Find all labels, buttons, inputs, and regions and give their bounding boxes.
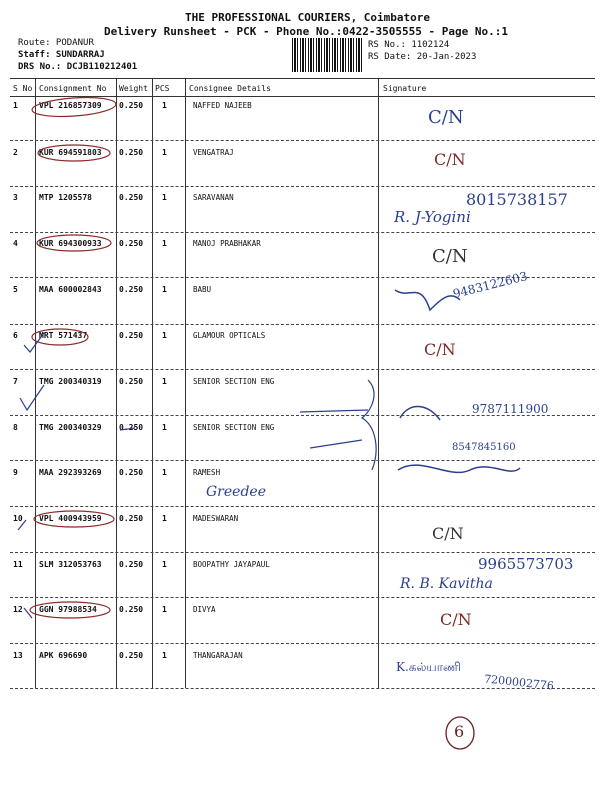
route-label: Route: PODANUR [18, 38, 94, 48]
row-pcs: 1 [162, 101, 167, 110]
row-weight: 0.250 [119, 651, 144, 660]
row-pcs: 1 [162, 331, 167, 340]
row-pcs: 1 [162, 468, 167, 477]
check-mark [24, 608, 32, 618]
handwriting-cn: C/N [432, 246, 468, 267]
row-consignment: SLM 312053763 [39, 560, 102, 569]
row-sno: 4 [13, 239, 18, 248]
row-sno: 5 [13, 285, 18, 294]
row-sno: 9 [13, 468, 18, 477]
row-consignment: KUR 694591803 [39, 148, 102, 157]
row-consignment: MRT 571437 [39, 331, 88, 340]
row-sno: 3 [13, 193, 18, 202]
runsheet-subtitle: Delivery Runsheet - PCK - Phone No.:0422-3505555 - Page No.:1 [104, 25, 508, 38]
row-weight: 0.250 [119, 377, 144, 386]
circle-mark [34, 511, 114, 527]
row-sno: 2 [13, 148, 18, 157]
row-pcs: 1 [162, 193, 167, 202]
row-consignment: MTP 1205578 [39, 193, 92, 202]
row-consignee: MANOJ PRABHAKAR [193, 239, 261, 248]
row-consignee: BABU [193, 285, 212, 294]
row-sno: 11 [13, 560, 23, 569]
row-weight: 0.250 [119, 514, 144, 523]
handwriting-phone: 9787111900 [472, 402, 549, 416]
staff-label: Staff: SUNDARRAJ [18, 50, 105, 60]
line-mark [300, 410, 368, 412]
row-consignment: MAA 600002843 [39, 285, 102, 294]
rs-number: RS No.: 1102124 [368, 40, 450, 50]
row-weight: 0.250 [119, 560, 144, 569]
row-weight: 0.250 [119, 148, 144, 157]
row-consignment: MAA 292393269 [39, 468, 102, 477]
company-title: THE PROFESSIONAL COURIERS, Coimbatore [185, 11, 431, 24]
row-consignee: BOOPATHY JAYAPAUL [193, 560, 270, 569]
row-consignee: SENIOR SECTION ENG [193, 423, 275, 432]
handwriting-word: Greedee [206, 484, 266, 500]
row-consignment: APK 696690 [39, 651, 88, 660]
row-sno: 1 [13, 101, 18, 110]
circle-mark [31, 95, 116, 119]
circle-mark [30, 602, 110, 618]
row-pcs: 1 [162, 423, 167, 432]
sign-stroke [395, 290, 460, 310]
row-pcs: 1 [162, 514, 167, 523]
row-weight: 0.250 [119, 285, 144, 294]
circle-mark [37, 235, 111, 251]
row-pcs: 1 [162, 651, 167, 660]
row-pcs: 1 [162, 605, 167, 614]
row-consignee: THANGARAJAN [193, 651, 243, 660]
handwriting-cn: C/N [434, 150, 466, 169]
row-consignee: RAMESH [193, 468, 221, 477]
col-signature: Signature [383, 84, 427, 93]
handwriting-cn: C/N [424, 340, 456, 359]
row-weight: 0.250 [119, 423, 144, 432]
row-consignment: TMG 200340319 [39, 377, 102, 386]
handwriting-cn: C/N [428, 107, 464, 128]
drs-number: DRS No.: DCJB110212401 [18, 62, 138, 72]
row-weight: 0.250 [119, 331, 144, 340]
row-consignee: NAFFED NAJEEB [193, 101, 252, 110]
row-weight: 0.250 [119, 605, 144, 614]
row-consignment: VPL 216857309 [39, 101, 102, 110]
check-mark [120, 428, 135, 430]
row-sno: 10 [13, 514, 23, 523]
sign-stroke [400, 406, 440, 420]
row-pcs: 1 [162, 148, 167, 157]
col-consignment: Consignment No [39, 84, 107, 93]
page-number-mark: 6 [454, 722, 465, 741]
handwriting-phone: 8547845160 [452, 442, 516, 453]
col-pcs: PCS [155, 84, 170, 93]
row-consignee: SARAVANAN [193, 193, 234, 202]
row-consignee: DIVYA [193, 605, 216, 614]
row-pcs: 1 [162, 560, 167, 569]
check-mark [18, 520, 26, 530]
handwriting-phone: 9965573703 [478, 555, 574, 573]
row-weight: 0.250 [119, 239, 144, 248]
handwriting-cn: C/N [440, 610, 472, 629]
handwriting-signature: K.கல்யாணி [396, 660, 461, 674]
row-pcs: 1 [162, 239, 167, 248]
line-mark [310, 440, 362, 448]
check-mark [20, 385, 44, 410]
row-sno: 8 [13, 423, 18, 432]
row-sno: 7 [13, 377, 18, 386]
row-consignee: GLAMOUR OPTICALS [193, 331, 266, 340]
handwriting-phone: 7200002776 [483, 672, 555, 693]
row-sno: 6 [13, 331, 18, 340]
handwriting-phone: 8015738157 [466, 190, 568, 209]
row-sno: 13 [13, 651, 23, 660]
handwriting-signature: R. J-Yogini [394, 208, 471, 226]
row-weight: 0.250 [119, 101, 144, 110]
row-pcs: 1 [162, 285, 167, 294]
col-weight: Weight [119, 84, 148, 93]
row-consignee: SENIOR SECTION ENG [193, 377, 275, 386]
row-consignment: GGN 97988534 [39, 605, 97, 614]
row-weight: 0.250 [119, 468, 144, 477]
row-consignment: VPL 400943959 [39, 514, 102, 523]
handwriting-phone: 9483122603 [451, 268, 529, 302]
col-sno: S No [13, 84, 33, 93]
handwriting-signature: R. B. Kavitha [400, 576, 493, 592]
brace-mark [362, 380, 376, 470]
row-consignee: VENGATRAJ [193, 148, 234, 157]
circle-mark [38, 145, 110, 161]
row-consignee: MADESWARAN [193, 514, 239, 523]
row-consignment: TMG 200340329 [39, 423, 102, 432]
col-consignee: Consignee Details [189, 84, 271, 93]
row-sno: 12 [13, 605, 23, 614]
sign-stroke [398, 465, 520, 472]
row-weight: 0.250 [119, 193, 144, 202]
row-consignment: KUR 694300933 [39, 239, 102, 248]
handwriting-cn: C/N [432, 524, 464, 543]
row-pcs: 1 [162, 377, 167, 386]
rs-date: RS Date: 20-Jan-2023 [368, 52, 477, 62]
